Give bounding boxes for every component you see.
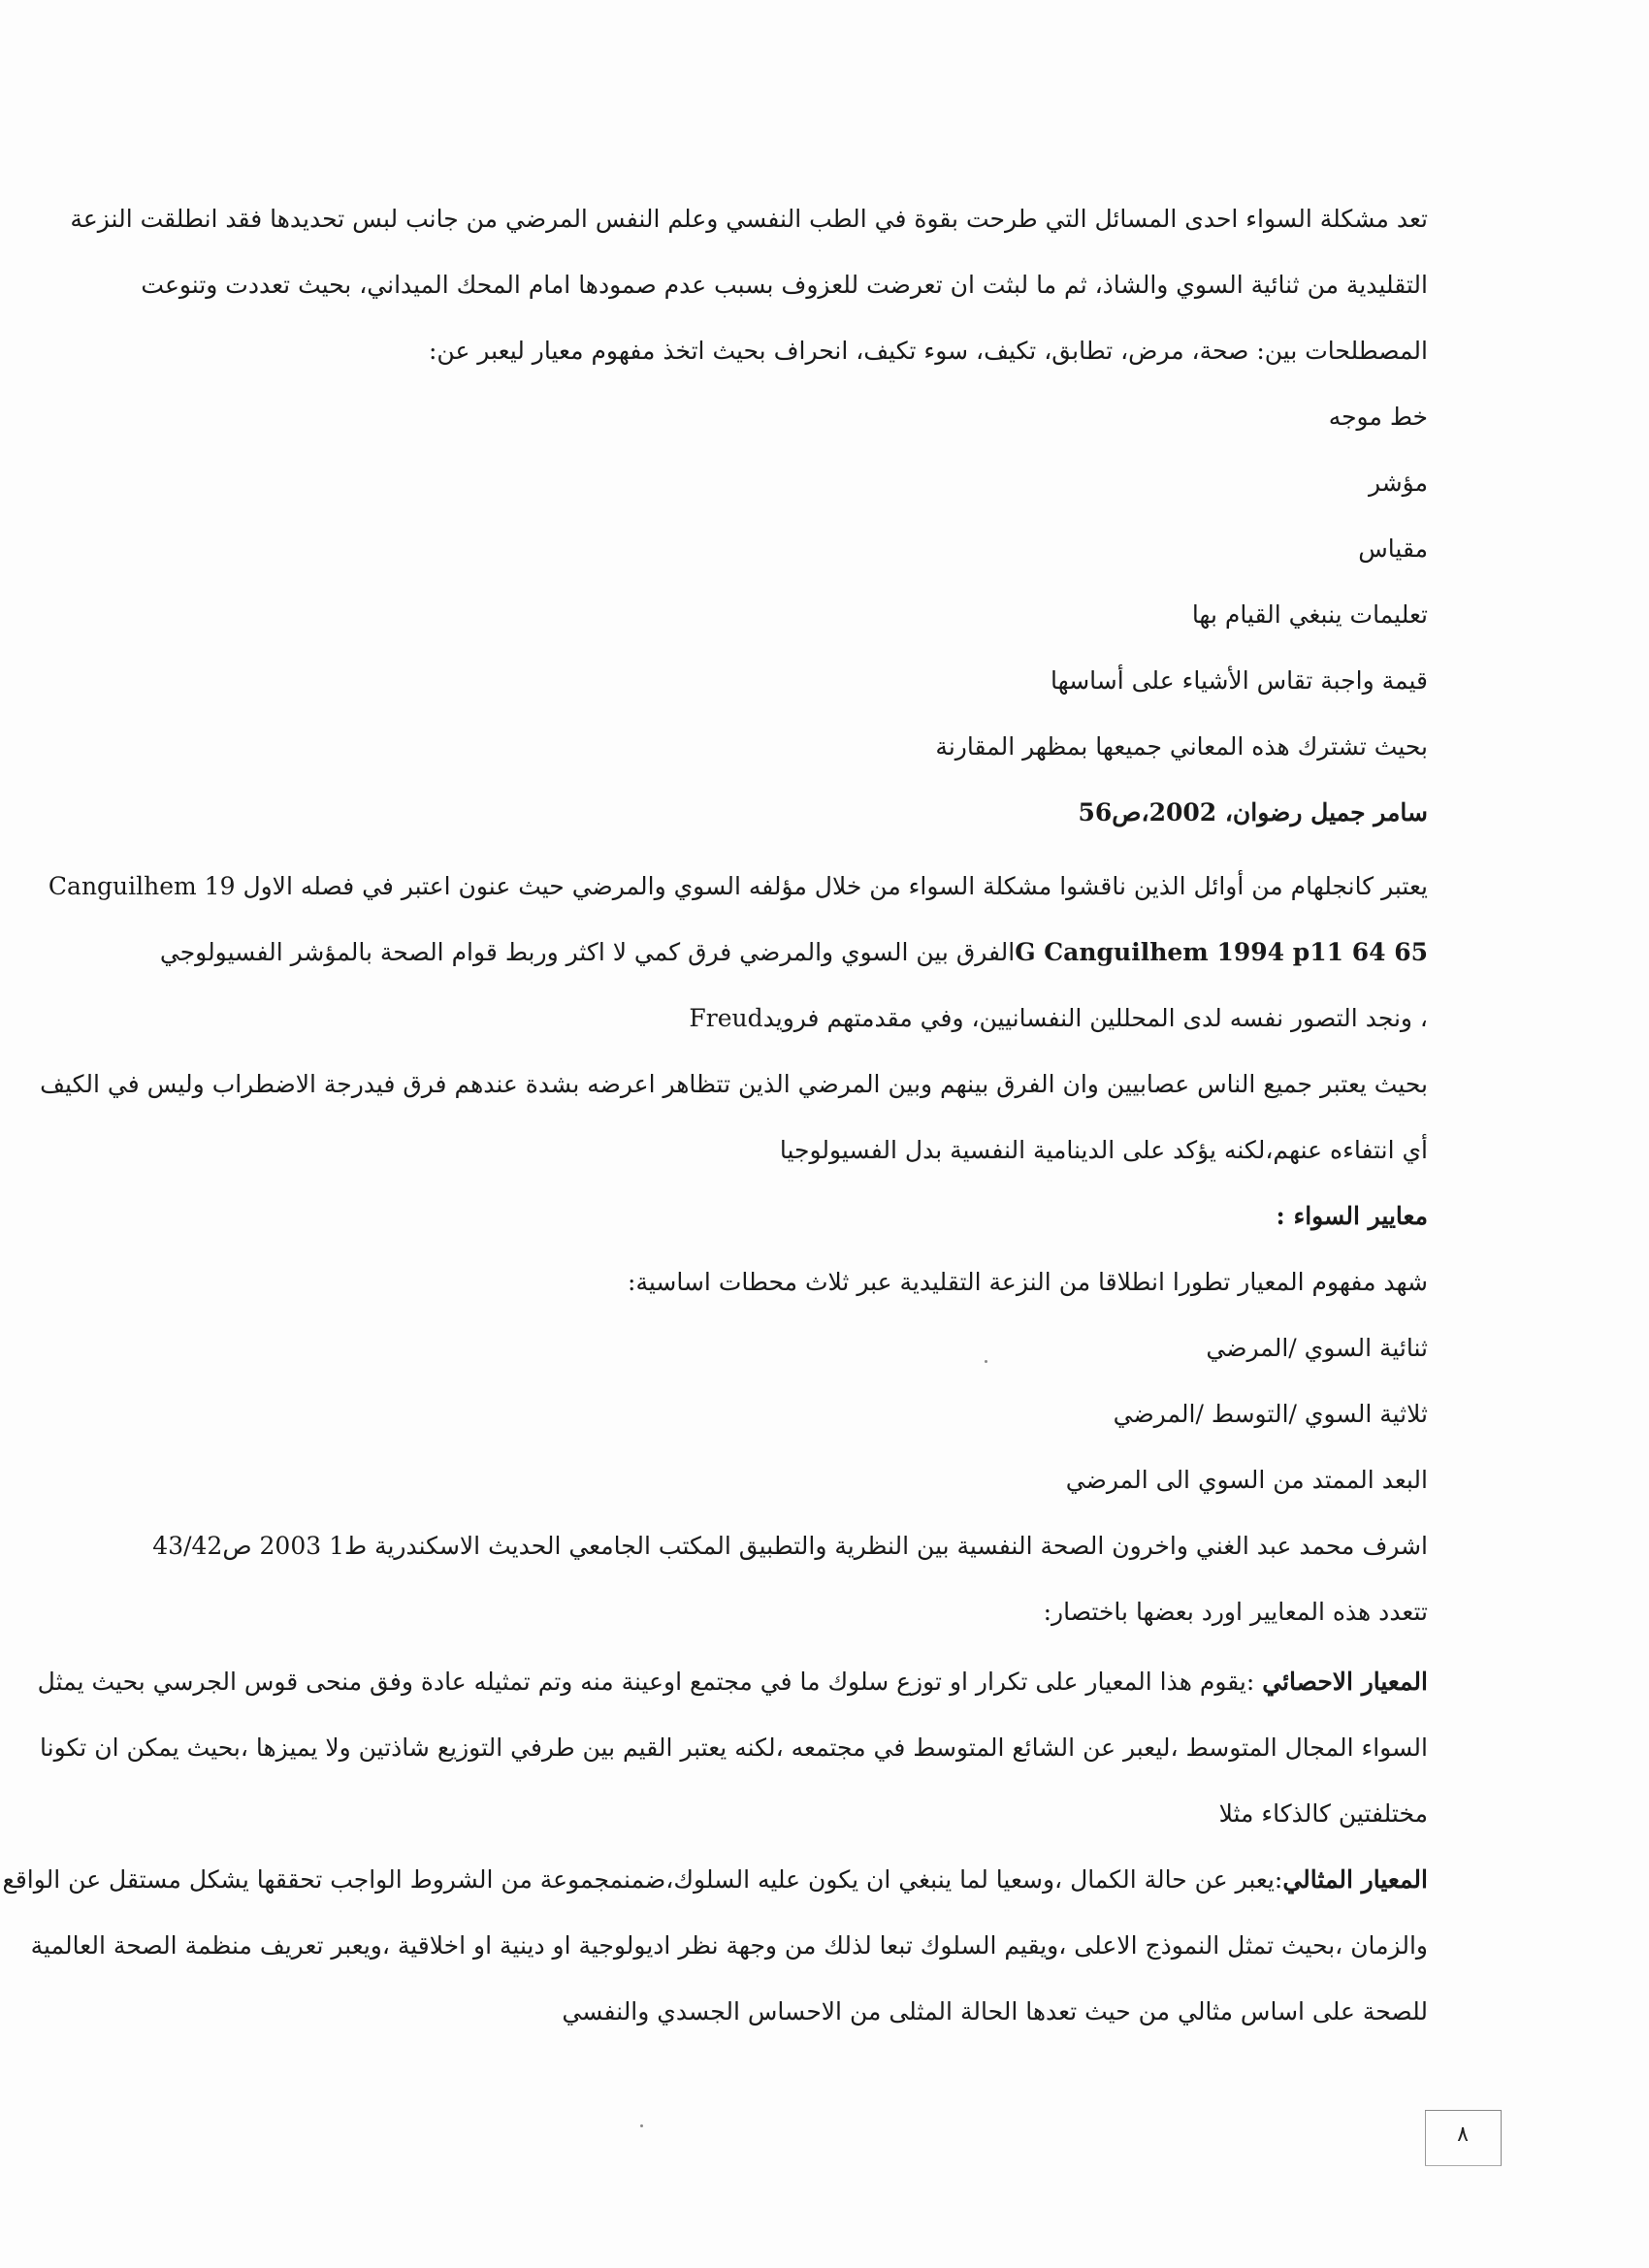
- citation-2: اشرف محمد عبد الغني واخرون الصحة النفسية بين النظرية والتطبيق المكتب الجامعي الحديث الاسكندرية ط1 2003 ص43/42: [152, 1532, 1428, 1560]
- freud-line-1: [167, 986, 1428, 1052]
- intro-line-2: التقليدية من ثنائية السوي والشاذ، ثم ما لبثت ان تعرضت للعزوف بسبب عدم صمودها امام المحك الميداني، بحيث تعددت وتنوعت: [141, 271, 1428, 299]
- statistical-line-2: السواء المجال المتوسط ،ليعبر عن الشائع المتوسط في مجتمعه ،لكنه يعتبر القيم بين طرفي التوزيع شاذتين ولا يميزها ،بحيث يمكن ان تكونا: [40, 1733, 1428, 1762]
- ideal-line-1: [2, 1847, 1428, 1913]
- norm-meaning-3: مقياس: [1358, 535, 1428, 563]
- scan-speck: [985, 1360, 987, 1363]
- norm-meaning-2: مؤشر: [1368, 469, 1428, 497]
- scan-speck: [640, 2124, 643, 2127]
- ideal-line-3: للصحة على اساس مثالي من حيث تعدها الحالة المثلى من الاحساس الجسدي والنفسي: [562, 1997, 1428, 2025]
- comparison-line: بحيث تشترك هذه المعاني جميعها بمظهر المقارنة: [935, 732, 1428, 761]
- page-number: ٨: [1425, 2110, 1502, 2166]
- criteria-intro: شهد مفهوم المعيار تطورا انطلاقا من النزعة التقليدية عبر ثلاث محطات اساسية:: [628, 1268, 1428, 1296]
- station-1: ثنائية السوي /المرضي: [1206, 1334, 1428, 1362]
- canguilhem-line-2-text: الفرق بين السوي والمرضي فرق كمي لا اكثر وربط قوام الصحة بالمؤشر الفسيولوجي: [159, 938, 1016, 966]
- canguilhem-reference: G Canguilhem 1994 p11 64 65: [1015, 938, 1428, 966]
- station-2: ثلاثية السوي /التوسط /المرضي: [1113, 1400, 1428, 1428]
- canguilhem-section: [40, 854, 1428, 1645]
- canguilhem-line-1: يعتبر كانجلهام من أوائل الذين ناقشوا مشكلة السواء من خلال مؤلفه السوي والمرضي حيث عنون اعتبر في فصله الاول Canguilhem 19: [48, 872, 1428, 900]
- citation-1: سامر جميل رضوان، 2002،ص56: [1078, 798, 1428, 826]
- criteria-heading: معايير السواء :: [1276, 1202, 1428, 1230]
- norm-meaning-1: خط موجه: [1328, 403, 1428, 431]
- norm-meaning-4: تعليمات ينبغي القيام بها: [1191, 600, 1428, 629]
- statistical-line-3: مختلفتين كالذكاء مثلا: [1218, 1799, 1428, 1828]
- brief-intro: تتعدد هذه المعايير اورد بعضها باختصار:: [1043, 1598, 1428, 1626]
- ideal-text-1: :يعبر عن حالة الكمال ،وسعيا لما ينبغي ان يكون عليه السلوك،ضمنمجموعة من الشروط الواجب تحققها يشكل مستقل عن الواقع: [2, 1865, 1283, 1894]
- station-3: البعد الممتد من السوي الى المرضي: [1065, 1466, 1428, 1494]
- ideal-line-2: والزمان ،بحيث تمثل النموذج الاعلى ،ويقيم السلوك تبعا لذلك من وجهة نظر اديولوجية او دينية او اخلاقية ،ويعبر تعريف منظمة الصحة العالمية: [30, 1931, 1428, 1960]
- intro-line-3: المصطلحات بين: صحة، مرض، تطابق، تكيف، سوء تكيف، انحراف بحيث اتخذ مفهوم معيار ليعبر عن:: [428, 337, 1428, 365]
- freud-line-3: أي انتفاءه عنهم،لكنه يؤكد على الدينامية النفسية بدل الفسيولوجيا: [779, 1136, 1428, 1164]
- criteria-section: [2, 1649, 1428, 2045]
- freud-line-1-text: ، ونجد التصور نفسه لدى المحللين النفسانيين، وفي مقدمتهم فرويد: [762, 1004, 1428, 1032]
- statistical-text-1: :يقوم هذا المعيار على تكرار او توزع سلوك ما في مجتمع اوعينة منه وتم تمثيله عادة وفق منحى قوس الجرسي بحيث يمثل: [37, 1668, 1263, 1696]
- freud-line-2: بحيث يعتبر جميع الناس عصابيين وان الفرق بينهم وبين المرضي الذين تتظاهر اعرضه بشدة عندهم فرق فيدرجة الاضطراب وليس في الكيف: [40, 1070, 1428, 1098]
- statistical-label: المعيار الاحصائي: [1262, 1668, 1428, 1696]
- freud-name: Freud: [689, 1004, 763, 1032]
- intro-section: [70, 186, 1428, 846]
- ideal-label: المعيار المثالي: [1282, 1865, 1428, 1894]
- canguilhem-line-2: [159, 920, 1428, 986]
- norm-meaning-5: قيمة واجبة تقاس الأشياء على أساسها: [1051, 666, 1428, 695]
- intro-line-1: تعد مشكلة السواء احدى المسائل التي طرحت بقوة في الطب النفسي وعلم النفس المرضي من جانب لبس تحديدها فقد انطلقت النزعة: [70, 205, 1428, 233]
- statistical-line-1: [37, 1649, 1428, 1715]
